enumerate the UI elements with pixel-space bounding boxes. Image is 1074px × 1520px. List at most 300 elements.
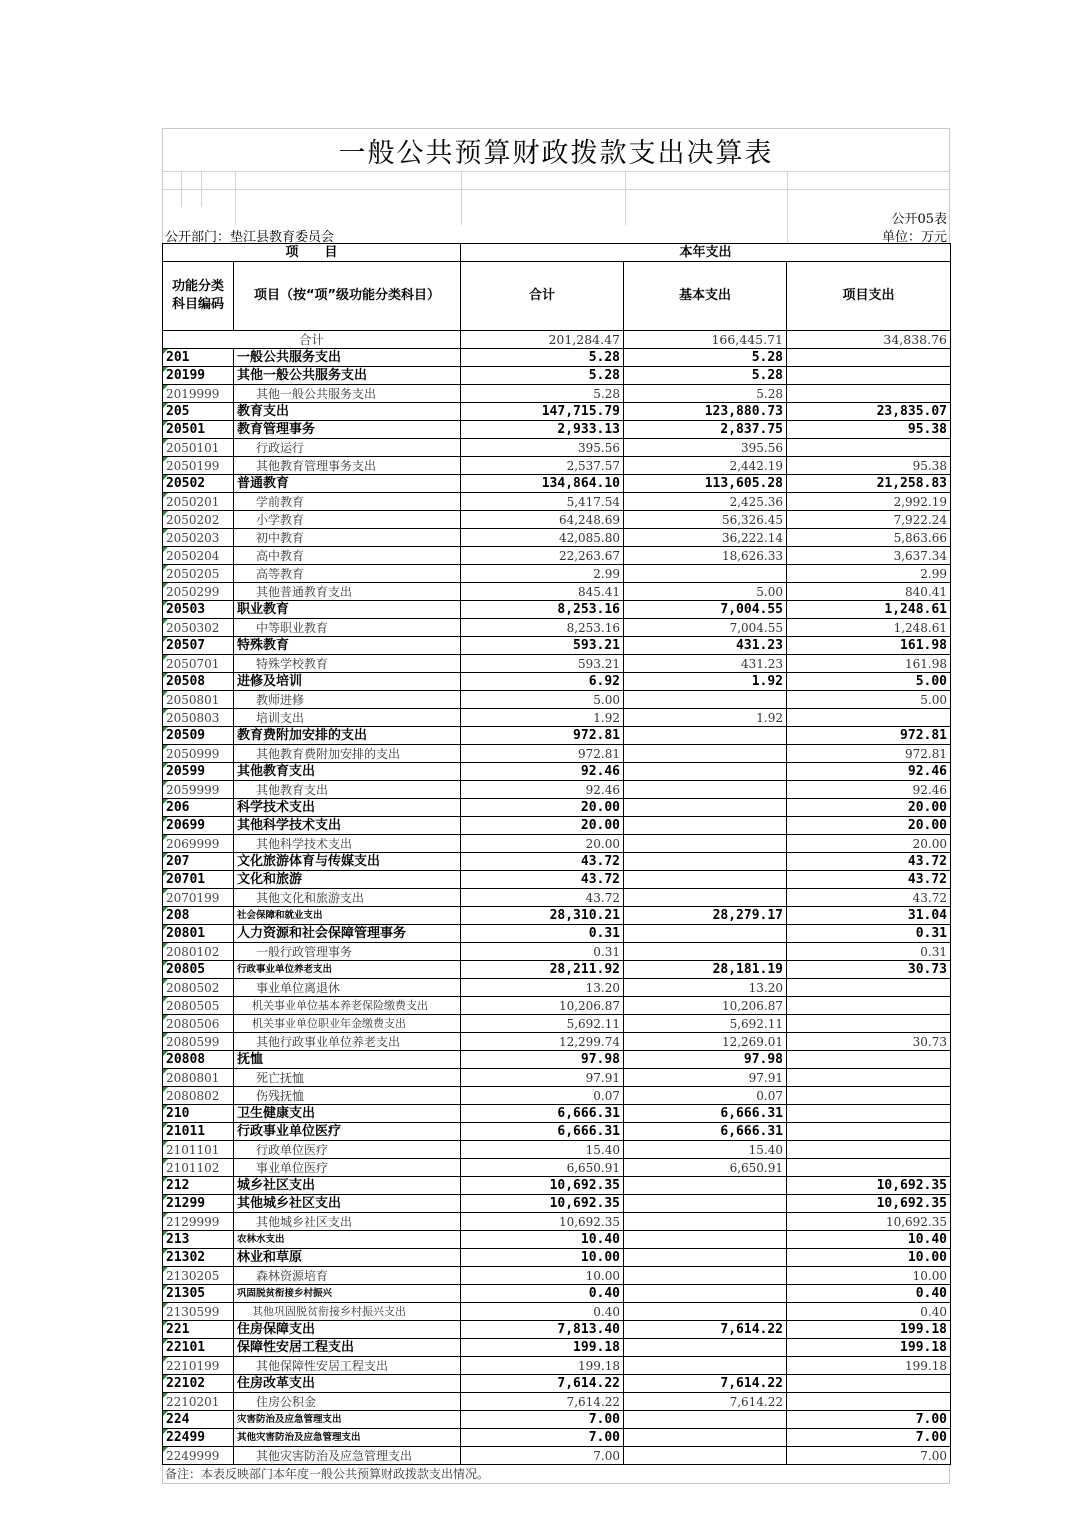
row-code: 2050201 <box>163 493 234 511</box>
row-basic <box>624 781 787 799</box>
table-row <box>163 889 951 907</box>
spreadsheet <box>162 128 950 1484</box>
row-name: 其他保障性安居工程支出 <box>234 1357 461 1375</box>
table-row <box>163 655 951 673</box>
row-project: 972.81 <box>787 727 951 745</box>
row-name: 学前教育 <box>234 493 461 511</box>
row-basic <box>624 853 787 871</box>
header-name: 项目（按“项”级功能分类科目） <box>234 262 461 331</box>
row-project: 1,248.61 <box>787 619 951 637</box>
row-total: 7.00 <box>461 1411 624 1429</box>
row-basic: 7,004.55 <box>624 601 787 619</box>
row-name: 死亡抚恤 <box>234 1069 461 1087</box>
row-name: 社会保障和就业支出 <box>234 907 461 925</box>
row-basic <box>624 763 787 781</box>
row-total: 134,864.10 <box>461 475 624 493</box>
row-code: 20199 <box>163 367 234 385</box>
row-project <box>787 367 951 385</box>
row-project <box>787 1087 951 1105</box>
row-total: 13.20 <box>461 979 624 997</box>
row-name: 行政事业单位医疗 <box>234 1123 461 1141</box>
row-name: 中等职业教育 <box>234 619 461 637</box>
row-project <box>787 1141 951 1159</box>
row-project: 0.31 <box>787 943 951 961</box>
row-basic: 56,326.45 <box>624 511 787 529</box>
row-total: 20.00 <box>461 835 624 853</box>
row-name: 一般公共服务支出 <box>234 349 461 367</box>
row-code: 2210199 <box>163 1357 234 1375</box>
row-total: 10,692.35 <box>461 1195 624 1213</box>
table-row <box>163 1429 951 1447</box>
table-row <box>163 871 951 889</box>
row-project: 43.72 <box>787 853 951 871</box>
row-total: 199.18 <box>461 1357 624 1375</box>
row-name: 其他教育支出 <box>234 763 461 781</box>
table-row <box>163 1051 951 1069</box>
row-name: 特殊教育 <box>234 637 461 655</box>
row-name: 进修及培训 <box>234 673 461 691</box>
row-name: 教育管理事务 <box>234 421 461 439</box>
title-row <box>162 128 950 171</box>
row-basic: 395.56 <box>624 439 787 457</box>
table-row <box>163 367 951 385</box>
row-code: 205 <box>163 403 234 421</box>
table-row <box>163 979 951 997</box>
row-name: 森林资源培育 <box>234 1267 461 1285</box>
row-total: 7.00 <box>461 1447 624 1465</box>
table-row <box>163 1231 951 1249</box>
department-row <box>162 225 950 243</box>
row-total: 7.00 <box>461 1429 624 1447</box>
row-project: 3,637.34 <box>787 547 951 565</box>
row-project: 7,922.24 <box>787 511 951 529</box>
row-total: 199.18 <box>461 1339 624 1357</box>
table-row <box>163 601 951 619</box>
table-row <box>163 673 951 691</box>
row-basic: 13.20 <box>624 979 787 997</box>
row-basic: 28,279.17 <box>624 907 787 925</box>
row-name: 其他一般公共服务支出 <box>234 367 461 385</box>
row-total: 22,263.67 <box>461 547 624 565</box>
row-total: 43.72 <box>461 889 624 907</box>
row-code: 207 <box>163 853 234 871</box>
row-code: 21299 <box>163 1195 234 1213</box>
table-row <box>163 1069 951 1087</box>
row-name: 行政运行 <box>234 439 461 457</box>
table-number: 公开05表 <box>891 212 947 227</box>
row-name: 普通教育 <box>234 475 461 493</box>
row-project <box>787 439 951 457</box>
table-row <box>163 1123 951 1141</box>
row-name: 事业单位离退休 <box>234 979 461 997</box>
row-total: 10.00 <box>461 1249 624 1267</box>
table-row <box>163 817 951 835</box>
table-row <box>163 1267 951 1285</box>
row-project: 10.00 <box>787 1267 951 1285</box>
table-row <box>163 619 951 637</box>
row-total: 8,253.16 <box>461 601 624 619</box>
row-total: 12,299.74 <box>461 1033 624 1051</box>
row-total: 2,537.57 <box>461 457 624 475</box>
row-total: 7,813.40 <box>461 1321 624 1339</box>
row-project <box>787 979 951 997</box>
table-row <box>163 997 951 1015</box>
table-row <box>163 1285 951 1303</box>
row-basic: 1.92 <box>624 673 787 691</box>
row-project: 0.40 <box>787 1285 951 1303</box>
row-code: 20507 <box>163 637 234 655</box>
row-total: 0.31 <box>461 943 624 961</box>
row-basic <box>624 1213 787 1231</box>
row-basic <box>624 1357 787 1375</box>
row-project: 31.04 <box>787 907 951 925</box>
row-total: 97.98 <box>461 1051 624 1069</box>
row-code: 21302 <box>163 1249 234 1267</box>
unit-label: 单位：万元 <box>881 230 947 245</box>
row-basic <box>624 799 787 817</box>
row-basic: 10,206.87 <box>624 997 787 1015</box>
row-code: 2080102 <box>163 943 234 961</box>
row-project: 199.18 <box>787 1321 951 1339</box>
table-row <box>163 349 951 367</box>
row-code: 206 <box>163 799 234 817</box>
row-basic: 12,269.01 <box>624 1033 787 1051</box>
row-total: 1.92 <box>461 709 624 727</box>
row-name: 其他教育费附加安排的支出 <box>234 745 461 763</box>
table-row <box>163 1015 951 1033</box>
row-basic: 2,837.75 <box>624 421 787 439</box>
row-basic: 123,880.73 <box>624 403 787 421</box>
row-code: 2059999 <box>163 781 234 799</box>
table-row <box>163 1177 951 1195</box>
row-total: 92.46 <box>461 781 624 799</box>
row-total: 10,692.35 <box>461 1177 624 1195</box>
row-basic <box>624 565 787 583</box>
row-code: 2069999 <box>163 835 234 853</box>
table-row <box>163 799 951 817</box>
table-row <box>163 565 951 583</box>
table-row <box>163 439 951 457</box>
row-basic: 113,605.28 <box>624 475 787 493</box>
row-basic: 2,425.36 <box>624 493 787 511</box>
row-basic: 97.98 <box>624 1051 787 1069</box>
table-row <box>163 457 951 475</box>
row-basic: 5.00 <box>624 583 787 601</box>
row-project <box>787 709 951 727</box>
row-basic: 7,614.22 <box>624 1321 787 1339</box>
table-row <box>163 853 951 871</box>
row-project <box>787 1105 951 1123</box>
row-code: 2080801 <box>163 1069 234 1087</box>
row-name: 住房保障支出 <box>234 1321 461 1339</box>
row-project: 5.00 <box>787 673 951 691</box>
row-total: 2.99 <box>461 565 624 583</box>
row-name: 行政单位医疗 <box>234 1141 461 1159</box>
row-basic: 5.28 <box>624 385 787 403</box>
row-name: 其他灾害防治及应急管理支出 <box>234 1429 461 1447</box>
table-row <box>163 1303 951 1321</box>
row-total: 6,666.31 <box>461 1105 624 1123</box>
row-code: 22101 <box>163 1339 234 1357</box>
row-code: 20503 <box>163 601 234 619</box>
row-code: 2101102 <box>163 1159 234 1177</box>
row-code: 20508 <box>163 673 234 691</box>
row-code: 2050803 <box>163 709 234 727</box>
row-basic: 431.23 <box>624 655 787 673</box>
row-code: 221 <box>163 1321 234 1339</box>
table-row <box>163 835 951 853</box>
row-name: 文化和旅游 <box>234 871 461 889</box>
row-name: 高中教育 <box>234 547 461 565</box>
row-total: 20.00 <box>461 817 624 835</box>
row-basic <box>624 835 787 853</box>
row-total: 147,715.79 <box>461 403 624 421</box>
row-basic <box>624 925 787 943</box>
table-row <box>163 475 951 493</box>
row-project: 92.46 <box>787 763 951 781</box>
row-total: 593.21 <box>461 655 624 673</box>
row-project <box>787 1375 951 1393</box>
row-basic <box>624 727 787 745</box>
row-code: 2129999 <box>163 1213 234 1231</box>
row-code: 2050101 <box>163 439 234 457</box>
row-basic <box>624 871 787 889</box>
total-row <box>163 331 951 349</box>
total-total: 201,284.47 <box>461 331 624 349</box>
row-name: 教师进修 <box>234 691 461 709</box>
row-total: 5.28 <box>461 385 624 403</box>
row-name: 教育费附加安排的支出 <box>234 727 461 745</box>
row-code: 2080506 <box>163 1015 234 1033</box>
table-number-row <box>162 207 950 225</box>
row-project: 5.00 <box>787 691 951 709</box>
row-name: 其他科学技术支出 <box>234 817 461 835</box>
row-code: 20801 <box>163 925 234 943</box>
header-year-expense: 本年支出 <box>461 244 951 262</box>
row-basic <box>624 1303 787 1321</box>
row-name: 其他科学技术支出 <box>234 835 461 853</box>
row-total: 5,417.54 <box>461 493 624 511</box>
row-code: 208 <box>163 907 234 925</box>
header-code: 功能分类科目编码 <box>163 262 234 331</box>
row-name: 其他行政事业单位养老支出 <box>234 1033 461 1051</box>
table-row <box>163 1195 951 1213</box>
row-total: 7,614.22 <box>461 1393 624 1411</box>
row-basic: 6,666.31 <box>624 1123 787 1141</box>
row-code: 2249999 <box>163 1447 234 1465</box>
row-total: 5,692.11 <box>461 1015 624 1033</box>
row-basic <box>624 745 787 763</box>
row-project <box>787 1123 951 1141</box>
row-project <box>787 1015 951 1033</box>
row-project <box>787 1051 951 1069</box>
table-row <box>163 781 951 799</box>
row-code: 2080802 <box>163 1087 234 1105</box>
row-project: 30.73 <box>787 961 951 979</box>
row-total: 0.31 <box>461 925 624 943</box>
table-row <box>163 745 951 763</box>
row-total: 395.56 <box>461 439 624 457</box>
row-code: 2080599 <box>163 1033 234 1051</box>
row-total: 8,253.16 <box>461 619 624 637</box>
row-code: 20502 <box>163 475 234 493</box>
row-total: 6,666.31 <box>461 1123 624 1141</box>
header-row-2 <box>163 262 951 331</box>
row-total: 6,650.91 <box>461 1159 624 1177</box>
row-code: 2210201 <box>163 1393 234 1411</box>
row-name: 科学技术支出 <box>234 799 461 817</box>
row-code: 2050205 <box>163 565 234 583</box>
row-basic: 0.07 <box>624 1087 787 1105</box>
row-code: 2130599 <box>163 1303 234 1321</box>
row-project: 20.00 <box>787 817 951 835</box>
row-total: 10.40 <box>461 1231 624 1249</box>
row-total: 5.00 <box>461 691 624 709</box>
table-row <box>163 1141 951 1159</box>
table-row <box>163 1105 951 1123</box>
header-project-expense: 项目支出 <box>787 262 951 331</box>
table-row <box>163 1447 951 1465</box>
row-name: 一般行政管理事务 <box>234 943 461 961</box>
table-row <box>163 529 951 547</box>
row-project: 20.00 <box>787 835 951 853</box>
row-total: 7,614.22 <box>461 1375 624 1393</box>
row-name: 其他教育支出 <box>234 781 461 799</box>
row-code: 2080505 <box>163 997 234 1015</box>
row-name: 灾害防治及应急管理支出 <box>234 1411 461 1429</box>
row-code: 224 <box>163 1411 234 1429</box>
row-code: 20808 <box>163 1051 234 1069</box>
row-total: 10.00 <box>461 1267 624 1285</box>
row-project <box>787 385 951 403</box>
row-project: 199.18 <box>787 1357 951 1375</box>
row-code: 22102 <box>163 1375 234 1393</box>
row-name: 其他教育管理事务支出 <box>234 457 461 475</box>
table-row <box>163 1249 951 1267</box>
row-name: 其他城乡社区支出 <box>234 1213 461 1231</box>
header-basic: 基本支出 <box>624 262 787 331</box>
row-project: 21,258.83 <box>787 475 951 493</box>
row-code: 20599 <box>163 763 234 781</box>
row-name: 其他普通教育支出 <box>234 583 461 601</box>
row-project <box>787 349 951 367</box>
row-basic: 7,614.22 <box>624 1393 787 1411</box>
row-name: 职业教育 <box>234 601 461 619</box>
row-code: 2130205 <box>163 1267 234 1285</box>
row-code: 2080502 <box>163 979 234 997</box>
row-project: 7.00 <box>787 1429 951 1447</box>
row-name: 人力资源和社会保障管理事务 <box>234 925 461 943</box>
row-code: 20509 <box>163 727 234 745</box>
row-basic: 1.92 <box>624 709 787 727</box>
row-basic <box>624 1231 787 1249</box>
row-project: 10,692.35 <box>787 1213 951 1231</box>
table-row <box>163 907 951 925</box>
row-basic: 97.91 <box>624 1069 787 1087</box>
table-row <box>163 547 951 565</box>
row-total: 92.46 <box>461 763 624 781</box>
row-basic: 6,666.31 <box>624 1105 787 1123</box>
row-total: 972.81 <box>461 745 624 763</box>
row-name: 其他一般公共服务支出 <box>234 385 461 403</box>
row-project <box>787 1393 951 1411</box>
row-code: 21011 <box>163 1123 234 1141</box>
table-row <box>163 1087 951 1105</box>
row-project: 199.18 <box>787 1339 951 1357</box>
row-project: 7.00 <box>787 1447 951 1465</box>
row-total: 43.72 <box>461 853 624 871</box>
row-project: 0.40 <box>787 1303 951 1321</box>
row-code: 2050999 <box>163 745 234 763</box>
row-name: 住房公积金 <box>234 1393 461 1411</box>
row-project: 95.38 <box>787 457 951 475</box>
table-row <box>163 1375 951 1393</box>
row-basic <box>624 1429 787 1447</box>
row-name: 巩固脱贫衔接乡村振兴 <box>234 1285 461 1303</box>
row-basic: 7,614.22 <box>624 1375 787 1393</box>
row-name: 林业和草原 <box>234 1249 461 1267</box>
table-row <box>163 403 951 421</box>
row-project: 20.00 <box>787 799 951 817</box>
table-row <box>163 1213 951 1231</box>
row-name: 伤残抚恤 <box>234 1087 461 1105</box>
table-row <box>163 583 951 601</box>
row-code: 213 <box>163 1231 234 1249</box>
total-project: 34,838.76 <box>787 331 951 349</box>
row-total: 28,310.21 <box>461 907 624 925</box>
table-row <box>163 1393 951 1411</box>
row-code: 20701 <box>163 871 234 889</box>
row-total: 5.28 <box>461 367 624 385</box>
blank-grid-rows <box>162 171 950 207</box>
header-project: 项 目 <box>163 244 461 262</box>
table-row <box>163 1411 951 1429</box>
row-project: 10.00 <box>787 1249 951 1267</box>
row-project <box>787 1069 951 1087</box>
row-name: 农林水支出 <box>234 1231 461 1249</box>
row-project <box>787 1159 951 1177</box>
table-row <box>163 385 951 403</box>
row-basic <box>624 1339 787 1357</box>
row-total: 0.40 <box>461 1303 624 1321</box>
row-basic: 431.23 <box>624 637 787 655</box>
row-code: 2019999 <box>163 385 234 403</box>
row-code: 201 <box>163 349 234 367</box>
row-name: 初中教育 <box>234 529 461 547</box>
row-name: 行政事业单位养老支出 <box>234 961 461 979</box>
row-name: 特殊学校教育 <box>234 655 461 673</box>
table-row <box>163 943 951 961</box>
row-code: 22499 <box>163 1429 234 1447</box>
row-total: 20.00 <box>461 799 624 817</box>
row-project: 1,248.61 <box>787 601 951 619</box>
page-title: 一般公共预算财政拨款支出决算表 <box>338 137 774 169</box>
row-total: 10,206.87 <box>461 997 624 1015</box>
table-row <box>163 1033 951 1051</box>
table-row <box>163 421 951 439</box>
row-basic <box>624 1267 787 1285</box>
row-project: 95.38 <box>787 421 951 439</box>
row-basic: 2,442.19 <box>624 457 787 475</box>
row-total: 64,248.69 <box>461 511 624 529</box>
row-total: 0.07 <box>461 1087 624 1105</box>
row-name: 城乡社区支出 <box>234 1177 461 1195</box>
row-code: 2050203 <box>163 529 234 547</box>
row-total: 0.40 <box>461 1285 624 1303</box>
row-project: 10,692.35 <box>787 1177 951 1195</box>
row-name: 其他灾害防治及应急管理支出 <box>234 1447 461 1465</box>
row-name: 保障性安居工程支出 <box>234 1339 461 1357</box>
